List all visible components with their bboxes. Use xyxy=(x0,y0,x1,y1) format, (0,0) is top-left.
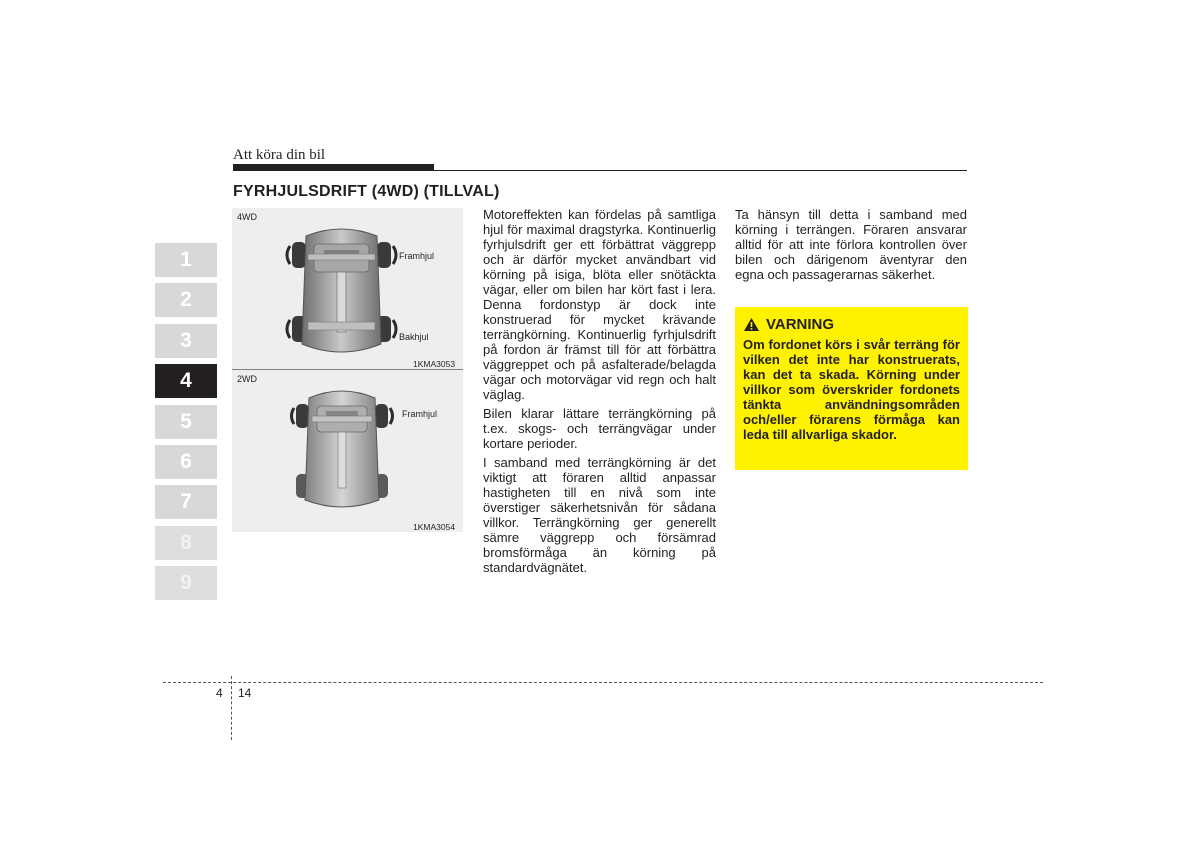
warning-triangle-icon xyxy=(743,317,760,332)
chapter-tab-7[interactable]: 7 xyxy=(155,485,217,519)
figure-4wd-label: 4WD xyxy=(237,212,257,222)
paragraph: Motoreffekten kan fördelas på samtliga hjul för maximal dragstyrka. Kontinuerlig fyrhjulsdrift ger ett förbättrat väggrepp och är därför mycket användbart vid körning på isiga, blöta eller snötäckta vägar, eller om bilen har kört fast i lera. Denna fordonstyp är dock inte konstruerad för mycket krävande terrängkörning. Kontinuerlig fyrhjulsdrift på fordon är främst till för att förbättra väggreppet och på asfalterade/belagda vägar och motorvägar vid regn och halt väglag. xyxy=(483,207,716,402)
footer-divider xyxy=(231,676,232,740)
chapter-tabs xyxy=(155,243,217,607)
warning-title: VARNING xyxy=(766,316,835,333)
chapter-tab-1[interactable]: 1 xyxy=(155,243,217,277)
car-4wd-illustration xyxy=(284,224,399,360)
page-number: 14 xyxy=(238,686,252,700)
warning-title-row xyxy=(743,316,834,333)
body-column-1 xyxy=(483,207,716,579)
figure-code-4wd: 1KMA3053 xyxy=(413,359,456,369)
section-heading: FYRHJULSDRIFT (4WD) (TILLVAL) xyxy=(233,183,500,200)
chapter-tab-2[interactable]: 2 xyxy=(155,283,217,317)
body-column-2 xyxy=(735,207,967,286)
front-wheel-label-4wd: Framhjul xyxy=(399,251,435,261)
chapter-tab-6[interactable]: 6 xyxy=(155,445,217,479)
figure-divider xyxy=(232,369,463,370)
warning-box xyxy=(735,307,968,470)
page-chapter-number: 4 xyxy=(216,686,223,700)
paragraph: I samband med terrängkörning är det viktigt att föraren alltid anpassar hastigheten till en nivå som inte överstiger säkerhetsnivån för sådana villkor. Terrängkörning ger generellt sämre väggrepp och försämrad bromsförmåga än körning på standardvägnätet. xyxy=(483,455,716,575)
page-header-title: Att köra din bil xyxy=(233,147,326,163)
chapter-tab-8[interactable]: 8 xyxy=(155,526,217,560)
paragraph: Bilen klarar lättare terrängkörning på t.ex. skogs- och terrängvägar under kortare perioder. xyxy=(483,406,716,451)
figure-2wd-label: 2WD xyxy=(237,374,257,384)
warning-body: Om fordonet körs i svår terräng för vilken det inte har konstruerats, kan det ta skada. Körning under villkor som överskrider fordonets tänkta användningsområden och/eller förarens förmåga kan leda till allvarliga skador. xyxy=(743,337,960,442)
front-wheel-label-2wd: Framhjul xyxy=(402,409,438,419)
rear-wheel-label-4wd: Bakhjul xyxy=(399,332,429,342)
chapter-tab-3[interactable]: 3 xyxy=(155,324,217,358)
car-2wd-illustration xyxy=(290,386,394,514)
chapter-tab-9[interactable]: 9 xyxy=(155,566,217,600)
chapter-tab-4[interactable]: 4 xyxy=(155,364,217,398)
header-rule xyxy=(233,170,967,171)
chapter-tab-5[interactable]: 5 xyxy=(155,405,217,439)
figure-code-2wd: 1KMA3054 xyxy=(413,522,456,532)
paragraph: Ta hänsyn till detta i samband med körning i terrängen. Föraren ansvarar alltid för att inte förlora kontrollen över bilen och därigenom äventyrar den egna och passagerarnas säkerhet. xyxy=(735,207,967,282)
footer-rule xyxy=(163,682,1043,683)
drive-diagram-panel xyxy=(232,208,463,532)
